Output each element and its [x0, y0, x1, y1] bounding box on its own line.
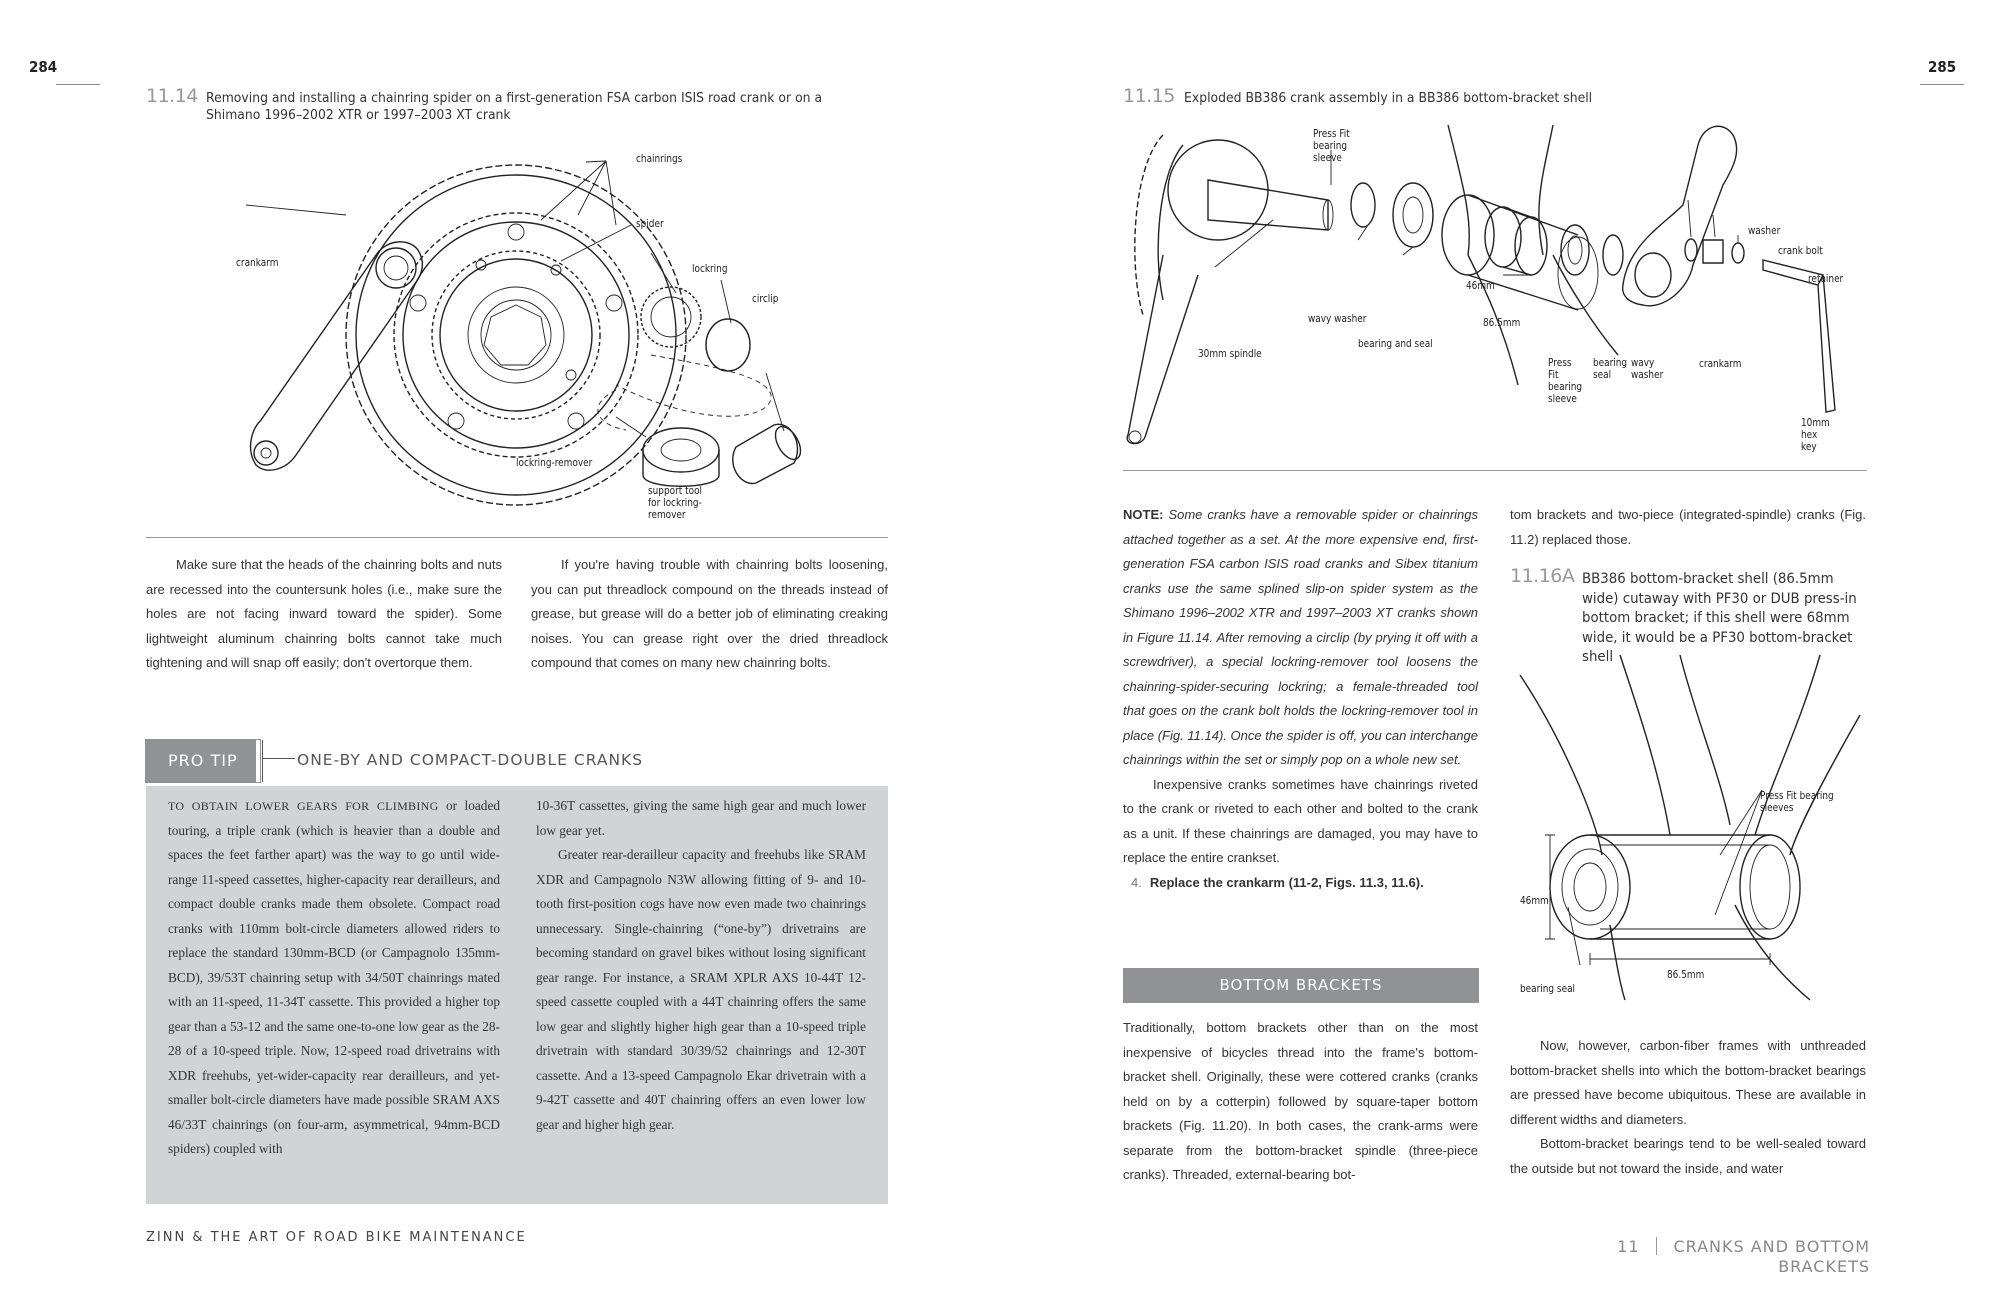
label-wavy-washer-2: wavy washer [1631, 357, 1664, 381]
label-press-fit-sleeves: Press Fit bearing sleeves [1760, 790, 1834, 814]
figure-11-16a-illustration [1520, 655, 1870, 1005]
pro-tip-lead: TO OBTAIN LOWER GEARS FOR CLIMBING [168, 799, 439, 813]
label-86-5mm: 86.5mm [1667, 969, 1705, 981]
column-2-bottom-text: Now, however, carbon-fiber frames with unthreaded bottom-bracket shells into which the bottom-bracket bearings are pressed have become ubiquitous. These are available in different widths and diameters. Bottom-bracket bearings tend to be well-sealed toward the outside but not toward the inside, and water [1510, 1038, 1866, 1176]
step-text: Replace the crankarm (11-2, Figs. 11.3, 11.6). [1149, 874, 1424, 890]
page-number-right: 285 [1928, 58, 1957, 76]
footer-chapter-number: 11 [1617, 1237, 1640, 1256]
figure-11-14-illustration [146, 125, 886, 520]
label-support-tool: support tool for lockring-remover [648, 485, 703, 521]
figure-number-11-16a: 11.16A [1510, 565, 1575, 587]
label-46mm: 46mm [1520, 895, 1549, 907]
label-chainrings: chainrings [636, 153, 683, 165]
label-lockring-remover: lockring-remover [516, 457, 593, 469]
figure-divider-right [1123, 470, 1867, 471]
figure-number-11-15: 11.15 [1123, 85, 1175, 107]
pro-tip-connector [262, 758, 295, 759]
page-rule-right [1920, 84, 1964, 85]
pro-tip-vertical-rule [262, 740, 263, 782]
bb-shell-cutaway-drawing [1520, 655, 1870, 1005]
page-number-left: 284 [29, 58, 58, 76]
bottom-brackets-column-1: Traditionally, bottom brackets other than on the most inexpensive of bicycles thread into the frame's bottom-bracket shell. Originally, these were cottered cranks (cranks held on by a cotterpin) followed by square-taper bottom brackets (Fig. 11.20). In both cases, the crank-arms were separate from the bottom-bracket spindle (three-piece cranks). Threaded, external-bearing bot- [1123, 1020, 1478, 1182]
figure-caption-11-16a: BB386 bottom-bracket shell (86.5mm wide) cutaway with PF30 or DUB press-in bottom bracket; if this shell were 68mm wide, it would be a PF30 bottom-bracket shell [1582, 571, 1857, 665]
label-10mm-hex-key: 10mm hex key [1801, 417, 1830, 453]
bb386-exploded-drawing [1123, 125, 1873, 455]
pro-tip-tag: PRO TIP [146, 740, 260, 782]
label-spider: spider [636, 218, 664, 230]
label-30mm-spindle: 30mm spindle [1198, 348, 1262, 360]
footer-chapter-title: CRANKS AND BOTTOM BRACKETS [1673, 1237, 1870, 1276]
label-press-fit-top: Press Fit bearing sleeve [1313, 128, 1350, 164]
pro-tip-column-2: 10-36T cassettes, giving the same high gear and much lower low gear yet. Greater rear-derailleur capacity and freehubs like SRAM XDR and Campagnolo N3W allowing fitting of 9- and 10-tooth first-position cogs have now even made two chainrings unnecessary. Single-chainring (“one-by”) drivetrains are becoming standard on gravel bikes without losing significant gear range. For instance, a SRAM XPLR AXS 10-44T 12-speed cassette coupled with a 44T chainring offers the same low gear and slightly higher high gear than a 10-speed triple drivetrain with standard 30/39/52 chainrings and 12-30T cassette. And a 13-speed Campagnolo Ekar drivetrain with a 9-42T cassette and 40T chainring offers an even lower low gear and higher high gear. [536, 798, 866, 1132]
label-dim-46mm: 46mm [1466, 280, 1495, 292]
label-bearing-seal-b: bearing seal [1520, 983, 1576, 995]
footer-chapter [1560, 1237, 1870, 1276]
label-crank-bolt: crank bolt [1778, 245, 1823, 257]
body-column-2: If you're having trouble with chainring bolts loosening, you can put threadlock compound on the threads instead of grease, but grease will do a better job of eliminating creaking noises. You can grease right over the dried threadlock compound that comes on many new chainring bolts. [531, 557, 888, 670]
note-label: NOTE: [1123, 507, 1164, 522]
pro-tip-title: ONE-BY AND COMPACT-DOUBLE CRANKS [297, 751, 644, 769]
column-2-top-text: tom brackets and two-piece (integrated-spindle) cranks (Fig. 11.2) replaced those. [1510, 507, 1866, 547]
label-crankarm: crankarm [236, 257, 279, 269]
footer-separator [1656, 1237, 1657, 1255]
figure-number: 11.14 [146, 85, 198, 107]
note-column: NOTE: Some cranks have a removable spider or chainrings attached together as a set. At the more expensive end, first-generation FSA carbon ISIS road cranks and Sibex titanium cranks use the same splined slip-on spider system as the Shimano 1996–2002 XTR and 1997–2003 XT cranks shown in Figure 11.14. After removing a circlip (by prying it off with a screwdriver), a special lockring-remover tool loosens the chainring-spider-securing lockring; a female-threaded tool that goes on the crank bolt holds the lockring-remover tool in place (Fig. 11.14). Once the spider is off, you can interchange chainrings within the set or simply pop on a whole new set. Inexpensive cranks sometimes have chainrings riveted to the crank or riveted to each other and bolted to the crank as a unit. If these chainrings are damaged, you may have to replace the entire crankset. 4. Replace the crankarm (11-2, Figs. 11.3, 11.6). [1123, 507, 1478, 890]
label-washer: washer [1748, 225, 1781, 237]
figure-11-15-illustration [1123, 125, 1873, 455]
body-column-1: Make sure that the heads of the chainring bolts and nuts are recessed into the countersunk holes (i.e., make sure the holes are not facing inward toward the spider). Some lightweight aluminum chainring bolts cannot take much tightening and will snap off easily; don't overtorque them. [146, 557, 502, 670]
label-lockring: lockring [692, 263, 728, 275]
label-bearing-seal: bearing seal [1593, 357, 1628, 381]
footer-book-title: ZINN & THE ART OF ROAD BIKE MAINTENANCE [146, 1230, 527, 1245]
label-press-fit-bottom: Press Fit bearing sleeve [1548, 357, 1583, 405]
label-bearing-and-seal: bearing and seal [1358, 338, 1433, 350]
section-bottom-brackets-header: BOTTOM BRACKETS [1123, 968, 1479, 1003]
label-retainer: retainer [1808, 273, 1844, 285]
figure-caption-11-15: Exploded BB386 crank assembly in a BB386 bottom-bracket shell [1184, 90, 1593, 106]
page-rule-left [56, 84, 100, 85]
pro-tip-column-1: TO OBTAIN LOWER GEARS FOR CLIMBING or loaded touring, a triple crank (which is heavier than a double and spaces the feet farther apart) was the way to go until wide-range 11-speed cassettes, higher-capacity rear derailleurs, and compact double cranks made them obsolete. Compact road cranks with 110mm bolt-circle diameters allowed riders to replace the standard 130mm-BCD (or Campagnolo 135mm-BCD), 39/53T chainring setup with 34/50T chainrings mated with an 11-speed, 11-34T cassette. This provided a higher top gear than a 53-12 and the same one-to-one low gear as the 28-28 of a 10-speed triple. Now, 12-speed road drivetrains with XDR freehubs, yet-wider-capacity rear derailleurs, and yet-smaller bolt-circle diameters have made possible SRAM AXS 46/33T chainrings (on four-arm, asymmetrical, 94mm-BCD spiders) coupled with [168, 798, 500, 1156]
figure-caption: Removing and installing a chainring spider on a first-generation FSA carbon ISIS road crank or on a Shimano 1996–2002 XTR or 1997–2003 XT crank [206, 90, 823, 123]
step-number: 4. [1131, 874, 1142, 890]
label-wavy-washer: wavy washer [1308, 313, 1367, 325]
label-dim-86-5mm: 86.5mm [1483, 317, 1521, 329]
label-circlip: circlip [752, 293, 779, 305]
figure-divider-left [146, 537, 888, 538]
label-crankarm-right: crankarm [1699, 358, 1742, 370]
